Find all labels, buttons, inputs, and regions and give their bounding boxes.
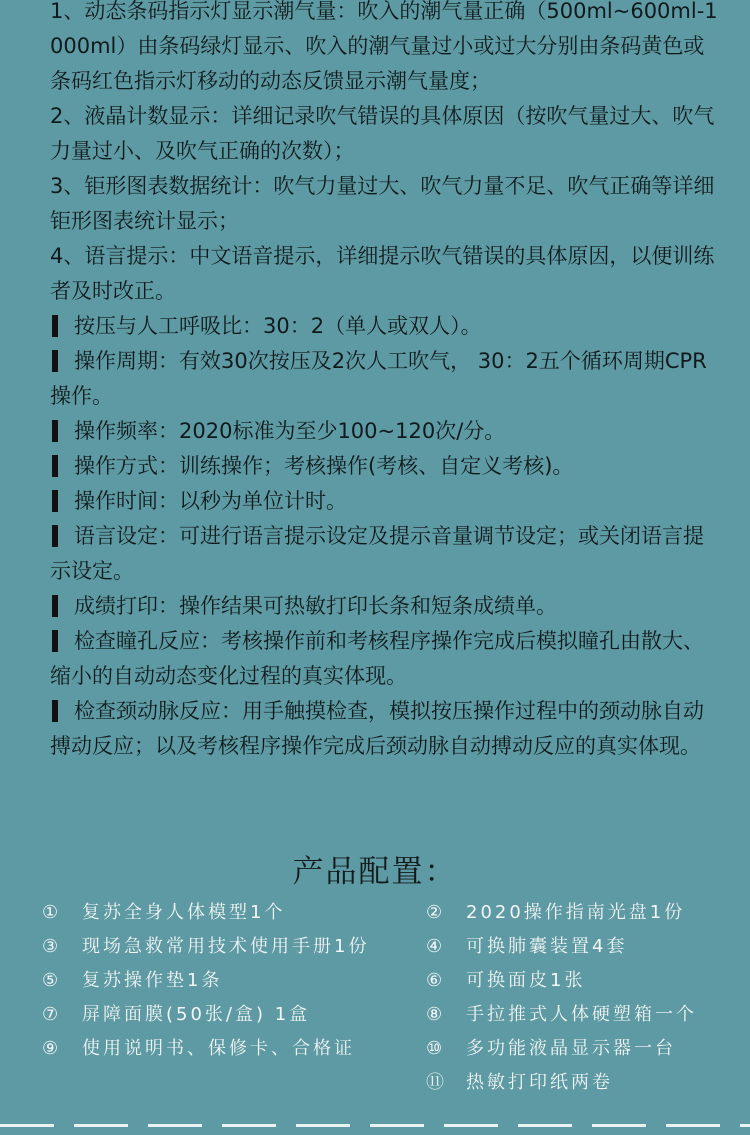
spec-bullet-text: 检查瞳孔反应：考核操作前和考核程序操作完成后模拟瞳孔由散大、缩小的自动动态变化过程的真实体现。 [50, 629, 704, 688]
spec-bullet-item [50, 414, 720, 449]
config-item-text: 屏障面膜(50张/盒) 1盒 [82, 1004, 311, 1025]
config-item-number: ④ [426, 936, 443, 957]
config-item-number: ⑨ [42, 1038, 59, 1059]
spec-bullet-item [50, 309, 720, 344]
config-item-text: 可换面皮1张 [466, 970, 586, 991]
config-row [42, 1000, 732, 1034]
config-item-text: 使用说明书、保修卡、合格证 [82, 1038, 355, 1059]
config-heading: 产品配置： [292, 854, 458, 890]
bullet-bar-icon [52, 315, 58, 337]
spec-bullet-item [50, 344, 720, 414]
config-row [42, 898, 732, 932]
config-row [42, 932, 732, 966]
config-item-number: ⑤ [42, 970, 59, 991]
config-row [42, 1034, 732, 1068]
config-item-text: 手拉推式人体硬塑箱一个 [466, 1004, 697, 1025]
bullet-bar-icon [52, 525, 58, 547]
config-item [42, 1034, 355, 1064]
spec-bullet-item [50, 484, 720, 519]
spec-bullet-item [50, 589, 720, 624]
config-item-number: ① [42, 902, 59, 923]
config-item-number: ⑧ [426, 1004, 443, 1025]
config-item [426, 966, 585, 996]
spec-bullet-text: 操作时间：以秒为单位计时。 [74, 489, 347, 513]
bullet-bar-icon [52, 595, 58, 617]
bullet-bar-icon [52, 630, 58, 652]
config-item [42, 932, 369, 962]
config-item [426, 932, 627, 962]
spec-bullet-text: 操作方式：训练操作；考核操作(考核、自定义考核)。 [74, 454, 574, 478]
config-item-number: ⑥ [426, 970, 443, 991]
config-item-text: 复苏全身人体模型1个 [82, 902, 286, 923]
bullet-bar-icon [52, 490, 58, 512]
bullet-bar-icon [52, 700, 58, 722]
config-item-text: 热敏打印纸两卷 [466, 1072, 613, 1093]
config-row [42, 966, 732, 1000]
spec-paragraph: 1、动态条码指示灯显示潮气量：吹入的潮气量正确（500ml~600ml-1000ml）由条码绿灯显示、吹入的潮气量过小或过大分别由条码黄色或条码红色指示灯移动的动态反馈显示潮气量度； [50, 0, 718, 93]
spec-bullet-text: 语言设定：可进行语言提示设定及提示音量调节设定；或关闭语言提示设定。 [50, 524, 704, 583]
config-item-number: ③ [42, 936, 59, 957]
spec-bullet-item [50, 694, 720, 764]
spec-bullet-text: 按压与人工呼吸比：30：2（单人或双人）。 [74, 314, 482, 338]
spec-bullet-item [50, 624, 720, 694]
spec-bullet-text: 操作频率：2020标准为至少100~120次/分。 [74, 419, 506, 443]
config-item-text: 多功能液晶显示器一台 [466, 1038, 676, 1059]
spec-bullet-text: 操作周期：有效30次按压及2次人工吹气， 30：2五个循环周期CPR操作。 [50, 349, 707, 408]
config-item-number: ⑦ [42, 1004, 59, 1025]
spec-list [50, 0, 720, 764]
dashed-divider [0, 1124, 750, 1127]
spec-bullet-item [50, 519, 720, 589]
config-item [42, 966, 222, 996]
config-item-text: 现场急救常用技术使用手册1份 [82, 936, 370, 957]
config-item [42, 1000, 310, 1030]
config-item [426, 1000, 697, 1030]
config-item [426, 1034, 676, 1064]
bullet-bar-icon [52, 350, 58, 372]
spec-bullet-text: 检查颈动脉反应：用手触摸检查，模拟按压操作过程中的颈动脉自动搏动反应；以及考核程序操作完成后颈动脉自动搏动反应的真实体现。 [50, 699, 704, 758]
config-item [426, 1068, 613, 1098]
config-item-text: 可换肺囊装置4套 [466, 936, 628, 957]
spec-paragraph: 2、液晶计数显示：详细记录吹气错误的具体原因（按吹气量过大、吹气力量过小、及吹气正确的次数）； [50, 104, 715, 163]
config-item-number: ⑪ [426, 1072, 444, 1093]
config-item-text: 2020操作指南光盘1份 [466, 902, 686, 923]
config-item [42, 898, 285, 928]
bullet-bar-icon [52, 455, 58, 477]
config-item [426, 898, 685, 928]
config-row [42, 1068, 732, 1102]
config-list [42, 898, 732, 1102]
spec-paragraph: 4、语言提示：中文语音提示，详细提示吹气错误的具体原因，以便训练者及时改正。 [50, 244, 715, 303]
spec-bullet-text: 成绩打印：操作结果可热敏打印长条和短条成绩单。 [74, 594, 557, 618]
config-item-number: ⑩ [426, 1038, 443, 1059]
config-item-number: ② [426, 902, 443, 923]
config-item-text: 复苏操作垫1条 [82, 970, 223, 991]
spec-bullet-item [50, 449, 720, 484]
bullet-bar-icon [52, 420, 58, 442]
spec-paragraph: 3、钜形图表数据统计：吹气力量过大、吹气力量不足、吹气正确等详细钜形图表统计显示； [50, 174, 715, 233]
